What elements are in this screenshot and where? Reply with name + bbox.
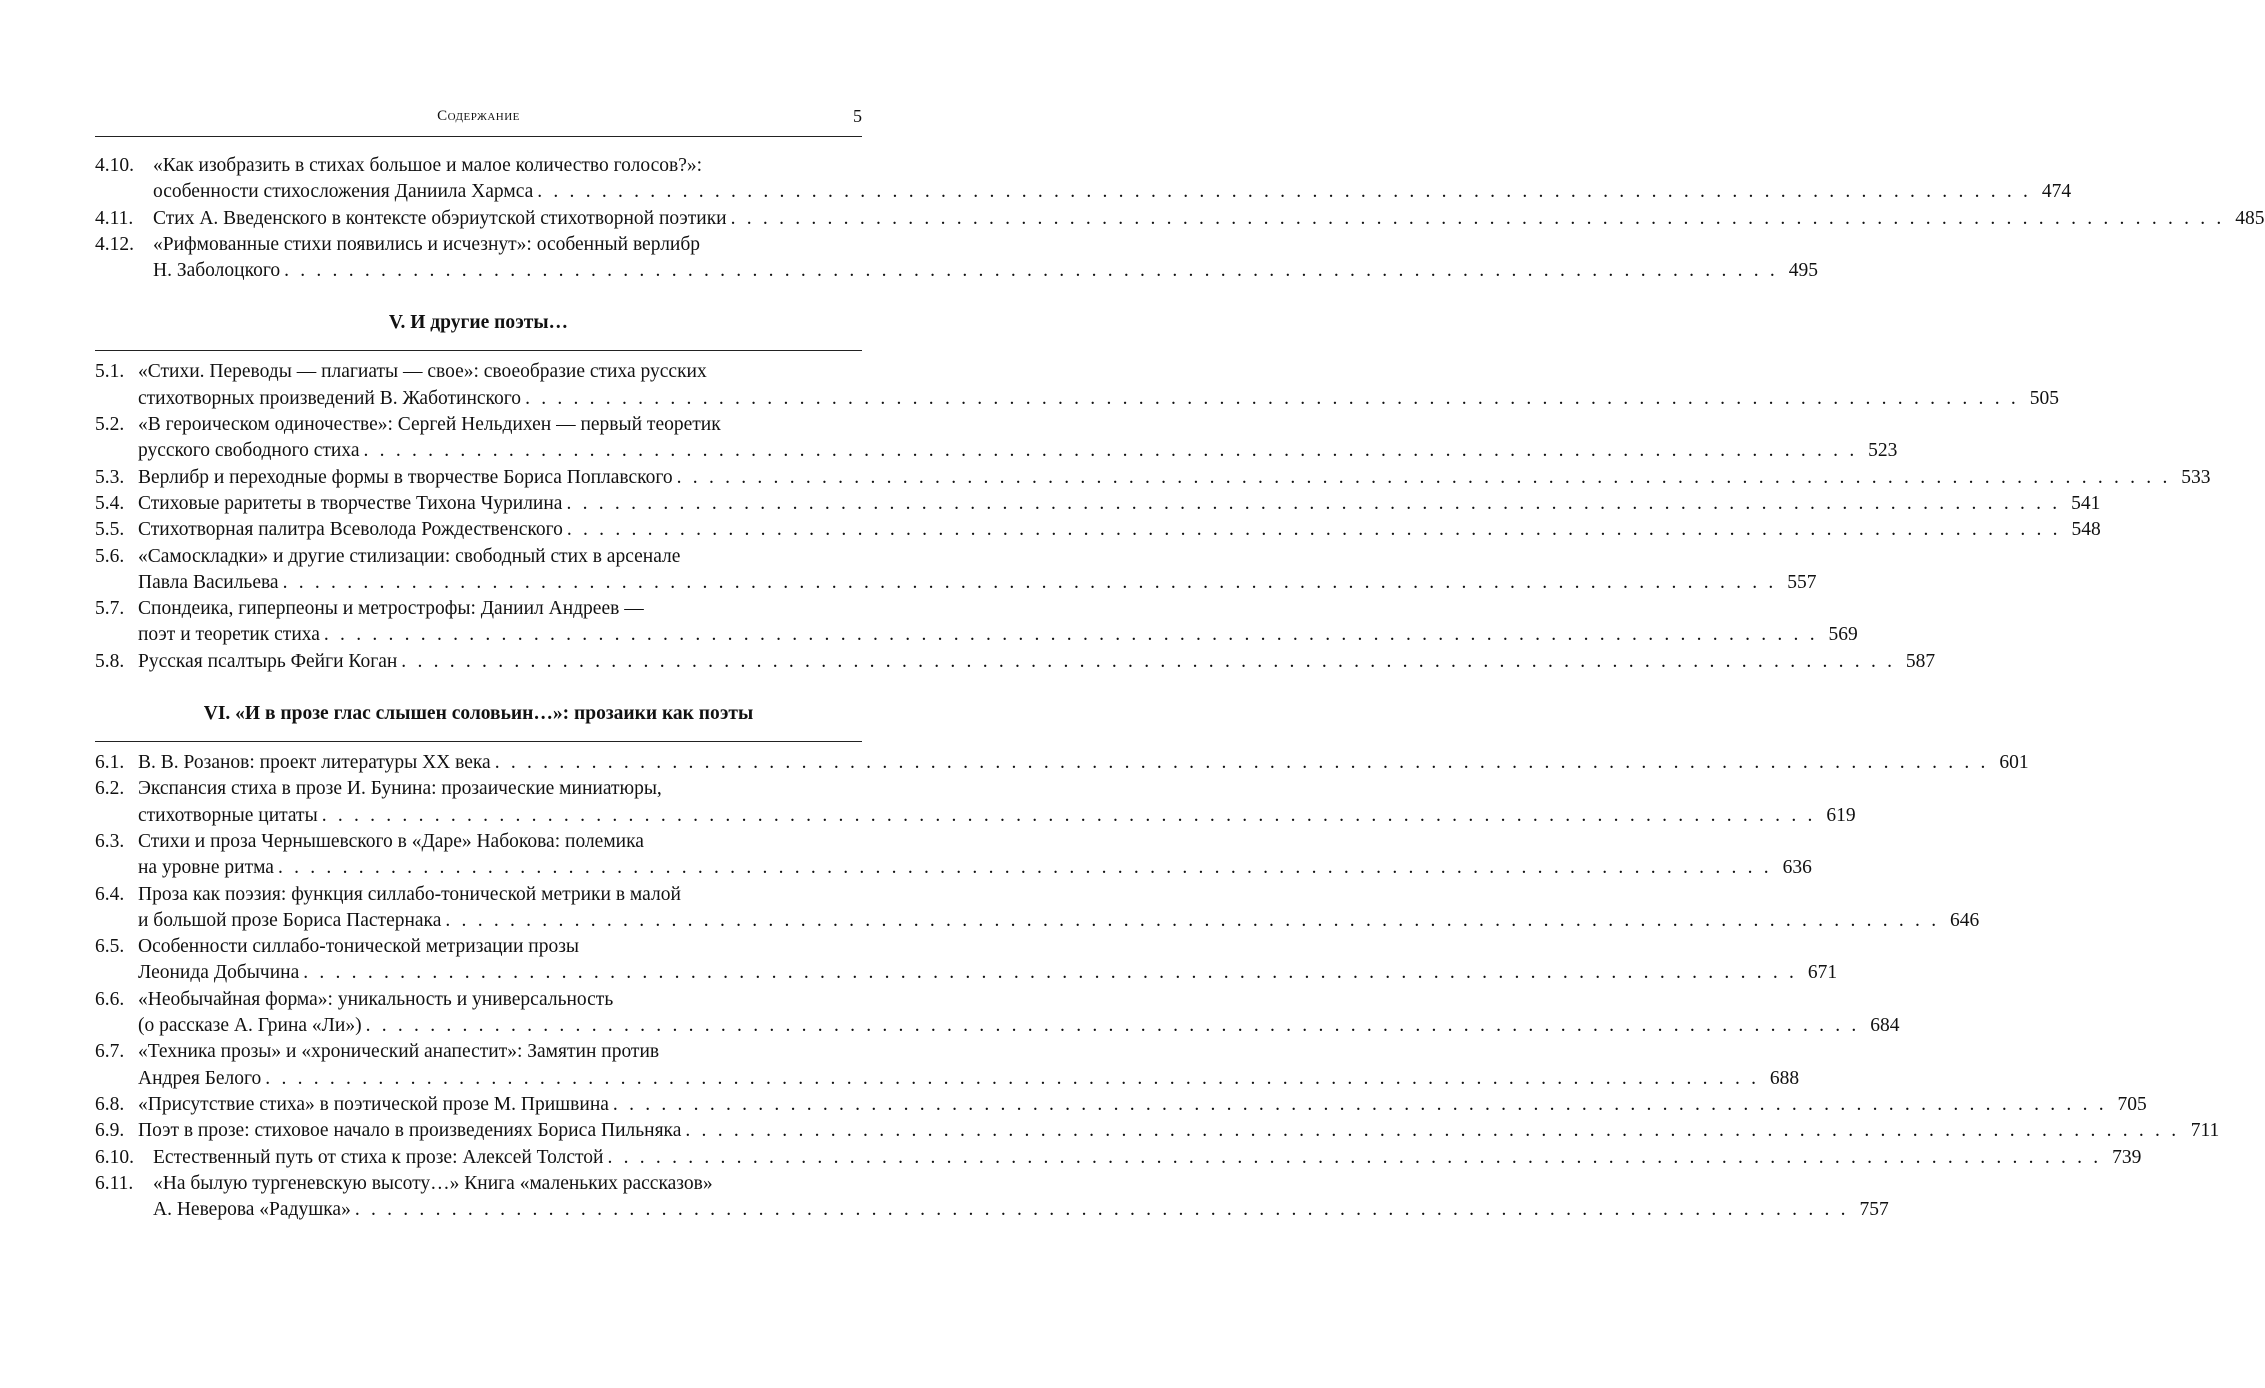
entry-title-line: Поэт в прозе: стиховое начало в произведениях Бориса Пильняка (138, 1120, 682, 1142)
entry-title-line: стихотворные цитаты (138, 804, 318, 826)
entry-page-number: 757 (1859, 1199, 1889, 1221)
entry-title-line: «Рифмованные стихи появились и исчезнут»: особенный верлибр (153, 233, 701, 255)
dot-leader: . . . . . . . . . . . . . . . . . . . . . . . . . . . . . . . . . . . . . . . . . . . . . . . . . . . . . . . . . . . . . . . . . . . . . . . . . . . . . . . . . . . . . . . . . . . . . (321, 804, 1816, 826)
entry-leader-row (95, 649, 1936, 675)
entry-leader-row (95, 570, 1817, 596)
entry-title-line: А. Неверова «Радушка» (153, 1199, 351, 1221)
entry-title-line: Естественный путь от стиха к прозе: Алексей Толстой (153, 1146, 604, 1168)
entry-title-line: Экспансия стиха в прозе И. Бунина: прозаические миниатюры, (138, 778, 662, 800)
entry-leader-row (95, 908, 1980, 934)
entry-number: 6.5. (95, 936, 125, 958)
entry-number: 4.12. (95, 233, 134, 255)
entry-number: 5.4. (95, 492, 125, 514)
running-title: Содержание (437, 108, 520, 124)
page-number: 5 (853, 106, 862, 126)
entry-number: 6.7. (95, 1041, 125, 1063)
dot-leader: . . . . . . . . . . . . . . . . . . . . . . . . . . . . . . . . . . . . . . . . . . . . . . . . . . . . . . . . . . . . . . . . . . . . . . . . . . . . . . . . . . . . . . . . . . . . . (363, 440, 1858, 462)
toc-entry (95, 596, 1858, 649)
entry-number: 4.10. (95, 155, 134, 176)
entry-title-line: Проза как поэзия: функция силлабо-тонической метрики в малой (138, 883, 681, 905)
section-4-tail (95, 153, 2265, 284)
dot-leader: . . . . . . . . . . . . . . . . . . . . . . . . . . . . . . . . . . . . . . . . . . . . . . . . . . . . . . . . . . . . . . . . . . . . . . . . . . . . . . . . . . . . . . . . . . . . . (282, 571, 1777, 593)
entry-page-number: 557 (1787, 571, 1817, 593)
toc-entry (95, 1092, 2147, 1118)
entry-page-number: 495 (1788, 260, 1818, 282)
entry-number: 6.4. (95, 883, 125, 905)
toc-entry (95, 544, 1817, 597)
entry-title-line: поэт и теоретик стиха (138, 624, 320, 646)
entry-title-line: стихотворных произведений В. Жаботинского (138, 387, 522, 409)
dot-leader: . . . . . . . . . . . . . . . . . . . . . . . . . . . . . . . . . . . . . . . . . . . . . . . . . . . . . . . . . . . . . . . . . . . . . . . . . . . . . . . . . . . . . . . . . . . . . (354, 1199, 1849, 1221)
entry-page-number: 646 (1950, 909, 1980, 931)
toc-entry (95, 206, 2265, 232)
dot-leader: . . . . . . . . . . . . . . . . . . . . . . . . . . . . . . . . . . . . . . . . . . . . . . . . . . . . . . . . . . . . . . . . . . . . . . . . . . . . . . . . . . . . . . . . . . . . . (494, 752, 1989, 774)
entry-number: 5.8. (95, 650, 125, 672)
entry-title-line: В. В. Розанов: проект литературы ХХ века (138, 752, 491, 774)
dot-leader: . . . . . . . . . . . . . . . . . . . . . . . . . . . . . . . . . . . . . . . . . . . . . . . . . . . . . . . . . . . . . . . . . . . . . . . . . . . . . . . . . . . . . . . . . . . . . (685, 1120, 2180, 1142)
dot-leader: . . . . . . . . . . . . . . . . . . . . . . . . . . . . . . . . . . . . . . . . . . . . . . . . . . . . . . . . . . . . . . . . . . . . . . . . . . . . . . . . . . . . . . . . . . . . . (445, 909, 1940, 931)
toc-entry (95, 649, 1936, 675)
section-6-title: VI. «И в прозе глас слышен соловьин…»: прозаики как поэты (203, 703, 754, 725)
dot-leader: . . . . . . . . . . . . . . . . . . . . . . . . . . . . . . . . . . . . . . . . . . . . . . . . . . . . . . . . . . . . . . . . . . . . . . . . . . . . . . . . . . . . . . . . . . . . . (323, 624, 1818, 646)
entry-page-number: 474 (2041, 181, 2072, 203)
toc-entry (95, 882, 1980, 935)
dot-leader: . . . . . . . . . . . . . . . . . . . . . . . . . . . . . . . . . . . . . . . . . . . . . . . . . . . . . . . . . . . . . . . . . . . . . . . . . . . . . . . . . . . . . . . . . . . . . (566, 492, 2061, 514)
dot-leader: . . . . . . . . . . . . . . . . . . . . . . . . . . . . . . . . . . . . . . . . . . . . . . . . . . . . . . . . . . . . . . . . . . . . . . . . . . . . . . . . . . . . . . . . . . . . . (365, 1015, 1860, 1037)
entry-leader-row (95, 1197, 1889, 1223)
entry-title-line: «Стихи. Переводы — плагиаты — свое»: своеобразие стиха русских (138, 361, 707, 383)
entry-leader-row (95, 1066, 1800, 1092)
entry-title-line: на уровне ритма (138, 857, 274, 879)
entry-leader-row (95, 438, 1898, 464)
entry-page-number: 485 (2235, 207, 2265, 229)
entry-number: 5.3. (95, 466, 125, 488)
entry-title-line: Спондеика, гиперпеоны и метрострофы: Даниил Андреев — (138, 598, 644, 620)
entry-page-number: 587 (1905, 650, 1936, 672)
entry-page-number: 619 (1826, 804, 1856, 826)
dot-leader: . . . . . . . . . . . . . . . . . . . . . . . . . . . . . . . . . . . . . . . . . . . . . . . . . . . . . . . . . . . . . . . . . . . . . . . . . . . . . . . . . . . . . . . . . . . . . (612, 1093, 2107, 1115)
entry-title-line: Стихотворная палитра Всеволода Рождественского (138, 519, 563, 541)
entry-number: 6.10. (95, 1146, 134, 1168)
entry-title-line: Стих А. Введенского в контексте обэриутской стихотворной поэтики (153, 207, 727, 229)
entry-leader-row (95, 179, 2072, 205)
dot-leader: . . . . . . . . . . . . . . . . . . . . . . . . . . . . . . . . . . . . . . . . . . . . . . . . . . . . . . . . . . . . . . . . . . . . . . . . . . . . . . . . . . . . . . . . . . . . . (607, 1146, 2102, 1168)
entry-number: 6.9. (95, 1120, 125, 1142)
entry-title-line: Стиховые раритеты в творчестве Тихона Чурилина (138, 492, 563, 514)
table-of-contents (95, 153, 2265, 1223)
dot-leader: . . . . . . . . . . . . . . . . . . . . . . . . . . . . . . . . . . . . . . . . . . . . . . . . . . . . . . . . . . . . . . . . . . . . . . . . . . . . . . . . . . . . . . . . . . . . . (537, 181, 2032, 203)
entry-title-line: и большой прозе Бориса Пастернака (138, 909, 442, 931)
section-5-title: V. И другие поэты… (388, 312, 569, 334)
entry-leader-row (95, 855, 1812, 881)
entry-leader-row (95, 206, 2265, 232)
entry-number: 6.8. (95, 1093, 125, 1115)
dot-leader: . . . . . . . . . . . . . . . . . . . . . . . . . . . . . . . . . . . . . . . . . . . . . . . . . . . . . . . . . . . . . . . . . . . . . . . . . . . . . . . . . . . . . . . . . . . . . (303, 962, 1798, 984)
toc-entry (95, 412, 1898, 465)
dot-leader: . . . . . . . . . . . . . . . . . . . . . . . . . . . . . . . . . . . . . . . . . . . . . . . . . . . . . . . . . . . . . . . . . . . . . . . . . . . . . . . . . . . . . . . . . . . . . (265, 1067, 1760, 1089)
entry-number: 5.6. (95, 545, 125, 567)
section-5-rule (95, 350, 862, 351)
toc-entry (95, 517, 2101, 543)
dot-leader: . . . . . . . . . . . . . . . . . . . . . . . . . . . . . . . . . . . . . . . . . . . . . . . . . . . . . . . . . . . . . . . . . . . . . . . . . . . . . . . . . . . . . . . . . . . . . (277, 857, 1772, 879)
toc-entry (95, 1039, 1800, 1092)
entry-leader-row (95, 622, 1858, 648)
entry-title-line: Андрея Белого (138, 1067, 262, 1089)
entry-page-number: 541 (2071, 492, 2101, 514)
entry-title-line: Н. Заболоцкого (153, 260, 281, 282)
entry-leader-row (95, 1013, 1900, 1039)
dot-leader: . . . . . . . . . . . . . . . . . . . . . . . . . . . . . . . . . . . . . . . . . . . . . . . . . . . . . . . . . . . . . . . . . . . . . . . . . . . . . . . . . . . . . . . . . . . . . (566, 519, 2061, 541)
entry-number: 5.5. (95, 519, 125, 541)
entry-page-number: 601 (1999, 752, 2029, 774)
entry-number: 6.1. (95, 752, 125, 774)
toc-entry (95, 465, 2211, 491)
entry-leader-row (95, 465, 2211, 491)
entry-page-number: 671 (1807, 962, 1838, 984)
entry-leader-row (95, 1145, 2142, 1171)
entry-title-line: «Самоскладки» и другие стилизации: свободный стих в арсенале (138, 545, 681, 567)
toc-entry (95, 1171, 1889, 1224)
entry-title-line: Русская псалтырь Фейги Коган (138, 650, 398, 672)
entry-title-line: Леонида Добычина (138, 962, 300, 984)
running-head (95, 104, 862, 137)
toc-entry (95, 1118, 2220, 1144)
entry-title-line: «Необычайная форма»: уникальность и универсальность (138, 988, 614, 1010)
dot-leader: . . . . . . . . . . . . . . . . . . . . . . . . . . . . . . . . . . . . . . . . . . . . . . . . . . . . . . . . . . . . . . . . . . . . . . . . . . . . . . . . . . . . . . . . . . . . . (284, 260, 1778, 282)
toc-entry (95, 232, 1818, 285)
toc-entry (95, 491, 2101, 517)
toc-entry (95, 1145, 2142, 1171)
entry-leader-row (95, 960, 1838, 986)
entry-title-line: особенности стихосложения Даниила Хармса (153, 181, 534, 203)
entry-title-line: Стихи и проза Чернышевского в «Даре» Набокова: полемика (138, 830, 644, 852)
entry-page-number: 684 (1870, 1015, 1900, 1037)
entry-leader-row (95, 750, 2029, 776)
section-5-entries (95, 359, 2211, 675)
entry-title-line: русского свободного стиха (138, 440, 360, 462)
entry-page-number: 711 (2190, 1120, 2220, 1142)
toc-entry (95, 153, 2072, 206)
dot-leader: . . . . . . . . . . . . . . . . . . . . . . . . . . . . . . . . . . . . . . . . . . . . . . . . . . . . . . . . . . . . . . . . . . . . . . . . . . . . . . . . . . . . . . . . . . . . . (525, 387, 2019, 409)
entry-title-line: «В героическом одиночестве»: Сергей Нельдихен — первый теоретик (138, 414, 721, 436)
entry-page-number: 739 (2112, 1146, 2142, 1168)
entry-leader-row (95, 491, 2101, 517)
entry-page-number: 505 (2029, 387, 2059, 409)
toc-entry (95, 829, 1812, 882)
entry-leader-row (95, 258, 1818, 284)
entry-title-line: «Техника прозы» и «хронический анапестит»: Замятин против (138, 1041, 660, 1063)
entry-page-number: 636 (1782, 857, 1812, 879)
toc-entry (95, 359, 2059, 412)
toc-entry (95, 776, 1856, 829)
section-6-rule (95, 741, 862, 742)
entry-number: 6.11. (95, 1172, 134, 1194)
entry-number: 6.3. (95, 830, 125, 852)
entry-leader-row (95, 1118, 2220, 1144)
entry-page-number: 548 (2071, 519, 2101, 541)
entry-number: 5.2. (95, 414, 125, 436)
entry-title-line: Верлибр и переходные формы в творчестве Бориса Поплавского (138, 466, 673, 488)
entry-title-line: Особенности силлабо-тонической метризации прозы (138, 936, 580, 958)
section-6-entries (95, 750, 2220, 1223)
entry-title-line: «На былую тургеневскую высоту…» Книга «маленьких рассказов» (153, 1172, 713, 1194)
entry-number: 5.7. (95, 598, 125, 620)
dot-leader: . . . . . . . . . . . . . . . . . . . . . . . . . . . . . . . . . . . . . . . . . . . . . . . . . . . . . . . . . . . . . . . . . . . . . . . . . . . . . . . . . . . . . . . . . . . . . (676, 466, 2171, 488)
entry-title-line: «Как изобразить в стихах большое и малое количество голосов?»: (153, 155, 703, 176)
entry-leader-row (95, 803, 1856, 829)
entry-number: 6.6. (95, 988, 125, 1010)
entry-title-line: Павла Васильева (138, 571, 279, 593)
toc-entry (95, 934, 1838, 987)
entry-title-line: «Присутствие стиха» в поэтической прозе М. Пришвина (138, 1093, 609, 1115)
entry-page-number: 705 (2117, 1093, 2147, 1115)
entry-page-number: 523 (1868, 440, 1898, 462)
entry-number: 5.1. (95, 361, 125, 383)
entry-leader-row (95, 1092, 2147, 1118)
toc-entry (95, 750, 2029, 776)
toc-entry (95, 987, 1900, 1040)
entry-page-number: 688 (1769, 1067, 1800, 1089)
entry-page-number: 569 (1828, 624, 1858, 646)
dot-leader: . . . . . . . . . . . . . . . . . . . . . . . . . . . . . . . . . . . . . . . . . . . . . . . . . . . . . . . . . . . . . . . . . . . . . . . . . . . . . . . . . . . . . . . . . . . . . (401, 650, 1896, 672)
dot-leader: . . . . . . . . . . . . . . . . . . . . . . . . . . . . . . . . . . . . . . . . . . . . . . . . . . . . . . . . . . . . . . . . . . . . . . . . . . . . . . . . . . . . . . . . . . . . . (730, 207, 2225, 229)
entry-page-number: 533 (2181, 466, 2211, 488)
entry-leader-row (95, 517, 2101, 543)
entry-leader-row (95, 386, 2059, 412)
entry-number: 6.2. (95, 778, 125, 800)
entry-number: 4.11. (95, 207, 134, 229)
entry-title-line: (о рассказе А. Грина «Ли») (138, 1015, 362, 1037)
